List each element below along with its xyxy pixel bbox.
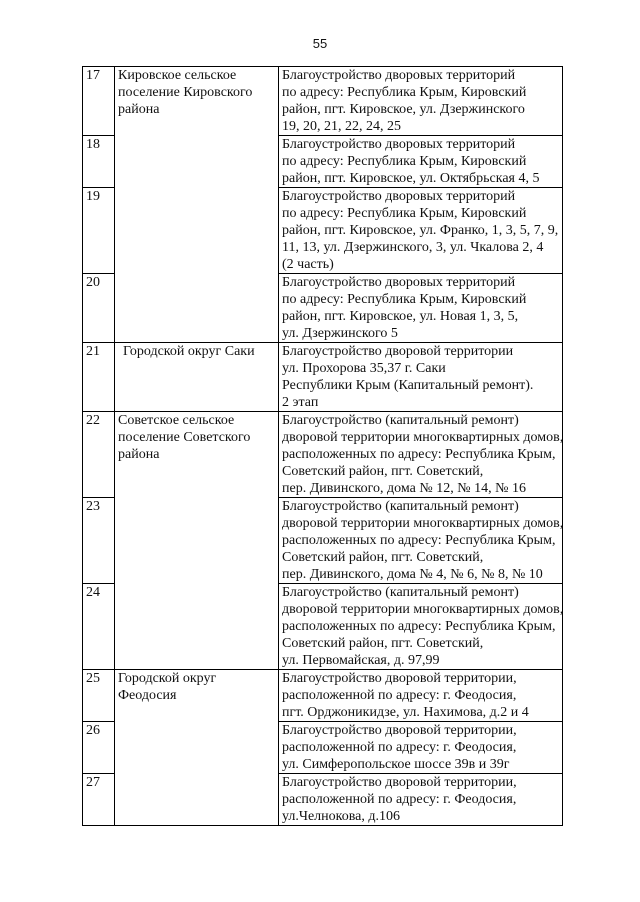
description-line: дворовой территории многоквартирных домов,	[282, 516, 564, 531]
description-line: Благоустройство дворовых территорий	[282, 137, 516, 152]
description-line: ул. Симферопольское шоссе 39в и 39г	[282, 757, 510, 772]
work-description	[279, 274, 563, 343]
page-number: 55	[312, 36, 328, 51]
description-line: Благоустройство (капитальный ремонт)	[282, 499, 519, 514]
row-number: 24	[83, 584, 115, 670]
description-line: Благоустройство дворовой территории	[282, 344, 514, 359]
description-line: дворовой территории многоквартирных домов,	[282, 430, 564, 445]
description-line: ул.Челнокова, д.106	[282, 809, 401, 824]
description-line: Благоустройство дворовой территории,	[282, 775, 517, 790]
municipality-line: района	[118, 447, 160, 462]
municipality-line: Советское сельское	[118, 413, 235, 428]
row-number: 21	[83, 343, 115, 412]
description-line: Благоустройство (капитальный ремонт)	[282, 413, 519, 428]
row-number: 18	[83, 136, 115, 188]
table-row	[83, 670, 563, 722]
description-line: по адресу: Республика Крым, Кировский	[282, 206, 527, 221]
work-description	[279, 498, 563, 584]
municipality-cell	[115, 67, 279, 343]
description-line: ул. Первомайская, д. 97,99	[282, 653, 440, 668]
row-number: 22	[83, 412, 115, 498]
description-line: расположенных по адресу: Республика Крым,	[282, 619, 556, 634]
row-number: 26	[83, 722, 115, 774]
municipality-line: поселение Кировского	[118, 85, 253, 100]
municipality-line: Феодосия	[118, 688, 177, 703]
work-description	[279, 722, 563, 774]
description-line: Благоустройство дворовых территорий	[282, 68, 516, 83]
municipality-cell	[115, 670, 279, 826]
description-line: дворовой территории многоквартирных домов,	[282, 602, 564, 617]
municipality-line: Городской округ	[118, 671, 217, 686]
description-line: район, пгт. Кировское, ул. Октябрьская 4, 5	[282, 171, 540, 186]
row-number: 25	[83, 670, 115, 722]
municipality-line: Городской округ Саки	[123, 344, 255, 359]
description-line: район, пгт. Кировское, ул. Дзержинского	[282, 102, 525, 117]
work-description	[279, 67, 563, 136]
description-line: по адресу: Республика Крым, Кировский	[282, 85, 527, 100]
work-description	[279, 343, 563, 412]
municipality-cell	[115, 343, 279, 412]
description-line: Республики Крым (Капитальный ремонт).	[282, 378, 534, 393]
works-table	[82, 66, 563, 826]
row-number: 17	[83, 67, 115, 136]
municipality-line: Кировское сельское	[118, 68, 237, 83]
description-line: Благоустройство дворовых территорий	[282, 189, 516, 204]
work-description	[279, 774, 563, 826]
description-line: район, пгт. Кировское, ул. Франко, 1, 3, 5, 7, 9,	[282, 223, 559, 238]
description-line: ул. Дзержинского 5	[282, 326, 398, 341]
description-line: расположенных по адресу: Республика Крым,	[282, 533, 556, 548]
description-line: Благоустройство дворовой территории,	[282, 723, 517, 738]
row-number: 27	[83, 774, 115, 826]
description-line: Благоустройство (капитальный ремонт)	[282, 585, 519, 600]
description-line: Благоустройство дворовых территорий	[282, 275, 516, 290]
table-row	[83, 412, 563, 498]
work-description	[279, 670, 563, 722]
description-line: расположенных по адресу: Республика Крым,	[282, 447, 556, 462]
table-row	[83, 343, 563, 412]
description-line: пер. Дивинского, дома № 12, № 14, № 16	[282, 481, 526, 496]
municipality-line: района	[118, 102, 160, 117]
description-line: Благоустройство дворовой территории,	[282, 671, 517, 686]
work-description	[279, 188, 563, 274]
row-number: 19	[83, 188, 115, 274]
work-description	[279, 136, 563, 188]
description-line: по адресу: Республика Крым, Кировский	[282, 154, 527, 169]
description-line: 19, 20, 21, 22, 24, 25	[282, 119, 401, 134]
description-line: (2 часть)	[282, 257, 334, 272]
description-line: ул. Прохорова 35,37 г. Саки	[282, 361, 446, 376]
description-line: район, пгт. Кировское, ул. Новая 1, 3, 5,	[282, 309, 519, 324]
table-row	[83, 67, 563, 136]
row-number: 20	[83, 274, 115, 343]
description-line: расположенной по адресу: г. Феодосия,	[282, 792, 517, 807]
description-line: Советский район, пгт. Советский,	[282, 550, 484, 565]
description-line: расположенной по адресу: г. Феодосия,	[282, 740, 517, 755]
work-description	[279, 584, 563, 670]
work-description	[279, 412, 563, 498]
description-line: Советский район, пгт. Советский,	[282, 464, 484, 479]
description-line: Советский район, пгт. Советский,	[282, 636, 484, 651]
description-line: 2 этап	[282, 395, 319, 410]
description-line: расположенной по адресу: г. Феодосия,	[282, 688, 517, 703]
municipality-line: поселение Советского	[118, 430, 251, 445]
description-line: по адресу: Республика Крым, Кировский	[282, 292, 527, 307]
municipality-cell	[115, 412, 279, 670]
description-line: пер. Дивинского, дома № 4, № 6, № 8, № 10	[282, 567, 543, 582]
description-line: пгт. Орджоникидзе, ул. Нахимова, д.2 и 4	[282, 705, 529, 720]
row-number: 23	[83, 498, 115, 584]
description-line: 11, 13, ул. Дзержинского, 3, ул. Чкалова 2, 4	[282, 240, 544, 255]
